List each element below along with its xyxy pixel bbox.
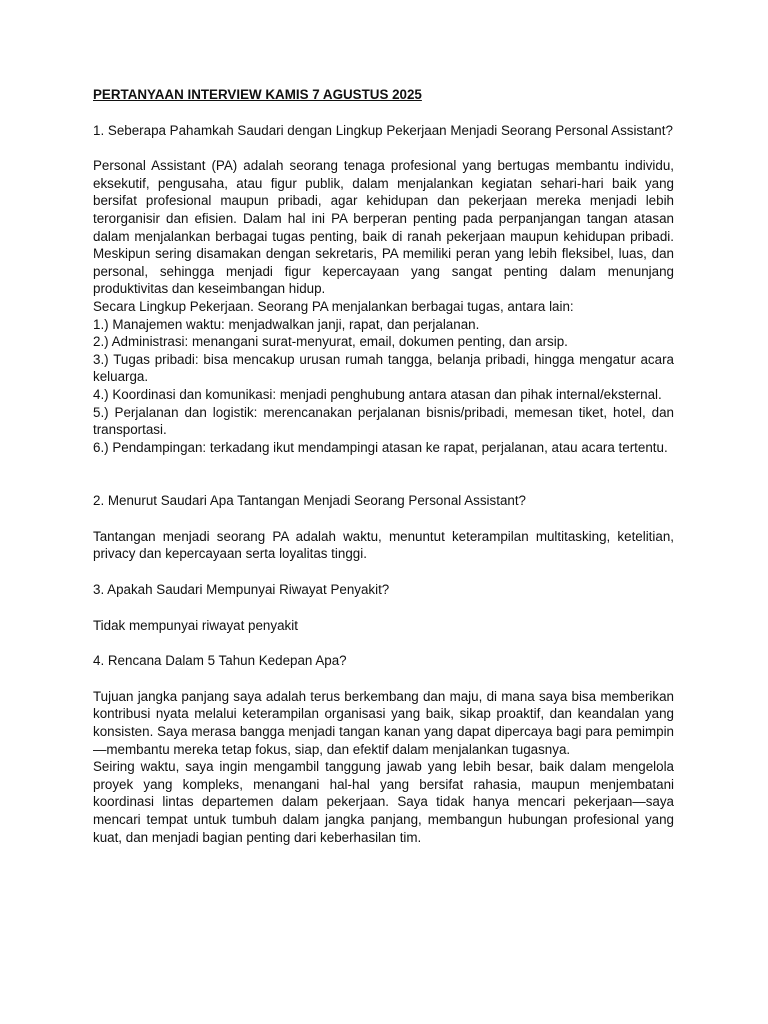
question-3: 3. Apakah Saudari Mempunyai Riwayat Penyakit? xyxy=(93,582,390,598)
answer-3 xyxy=(93,617,674,635)
list-item: 1.) Manajemen waktu: menjadwalkan janji, rapat, dan perjalanan. xyxy=(93,316,480,332)
list-item: 3.) Tugas pribadi: bisa mencakup urusan rumah tangga, belanja pribadi, hingga mengatur acara keluarga. xyxy=(93,351,674,385)
answer-3-text: Tidak mempunyai riwayat penyakit xyxy=(93,617,298,633)
question-4: 4. Rencana Dalam 5 Tahun Kedepan Apa? xyxy=(93,653,347,669)
answer-2 xyxy=(93,528,674,563)
document-title: PERTANYAAN INTERVIEW KAMIS 7 AGUSTUS 2025 xyxy=(93,87,422,102)
answer-1 xyxy=(93,157,674,456)
answer-4-paragraph-1: Tujuan jangka panjang saya adalah terus berkembang dan maju, di mana saya bisa memberikan kontribusi nyata melalui keterampilan organisasi yang baik, sikap proaktif, dan keandalan yang konsisten. Saya merasa bangga menjadi tangan kanan yang dapat dipercaya bagi para pemimpin—membantu mereka tetap fokus, siap, dan efektif dalam menjalankan tugasnya. xyxy=(93,688,674,757)
answer-4 xyxy=(93,688,674,846)
question-1: 1. Seberapa Pahamkah Saudari dengan Lingkup Pekerjaan Menjadi Seorang Personal Assistant? xyxy=(93,122,673,138)
list-item: 6.) Pendampingan: terkadang ikut mendampingi atasan ke rapat, perjalanan, atau acara tertentu. xyxy=(93,439,668,455)
list-item: 4.) Koordinasi dan komunikasi: menjadi penghubung antara atasan dan pihak internal/eksternal. xyxy=(93,386,662,402)
answer-2-text: Tantangan menjadi seorang PA adalah waktu, menuntut keterampilan multitasking, ketelitian, privacy dan kepercayaan serta loyalitas tinggi. xyxy=(93,528,674,562)
list-item: 5.) Perjalanan dan logistik: merencanakan perjalanan bisnis/pribadi, memesan tiket, hotel, dan transportasi. xyxy=(93,404,674,438)
answer-1-scope-intro: Secara Lingkup Pekerjaan. Seorang PA menjalankan berbagai tugas, antara lain: xyxy=(93,298,574,314)
answer-1-paragraph: Personal Assistant (PA) adalah seorang tenaga profesional yang bertugas membantu individu, eksekutif, pengusaha, atau figur publik, dalam menjalankan kegiatan sehari-hari baik yang bersifat profesional maupun pribadi, agar kehidupan dan pekerjaan mereka menjadi lebih terorganisir dan efisien. Dalam hal ini PA berperan penting pada perpanjangan tangan atasan dalam menjalankan berbagai tugas penting, baik di ranah pekerjaan maupun kehidupan pribadi. Meskipun sering disamakan dengan sekretaris, PA memiliki peran yang lebih fleksibel, luas, dan personal, sehingga menjadi figur kepercayaan yang sangat penting dalam menunjang produktivitas dan keseimbangan hidup. xyxy=(93,158,674,297)
answer-4-paragraph-2: Seiring waktu, saya ingin mengambil tanggung jawab yang lebih besar, baik dalam mengelola proyek yang kompleks, menangani hal-hal yang bersifat rahasia, maupun menjembatani koordinasi lintas departemen dalam pekerjaan. Saya tidak hanya mencari pekerjaan—saya mencari tempat untuk tumbuh dalam jangka panjang, membangun hubungan profesional yang kuat, dan menjadi bagian penting dari keberhasilan tim. xyxy=(93,759,674,845)
question-2: 2. Menurut Saudari Apa Tantangan Menjadi Seorang Personal Assistant? xyxy=(93,493,527,509)
list-item: 2.) Administrasi: menangani surat-menyurat, email, dokumen penting, dan arsip. xyxy=(93,334,568,350)
